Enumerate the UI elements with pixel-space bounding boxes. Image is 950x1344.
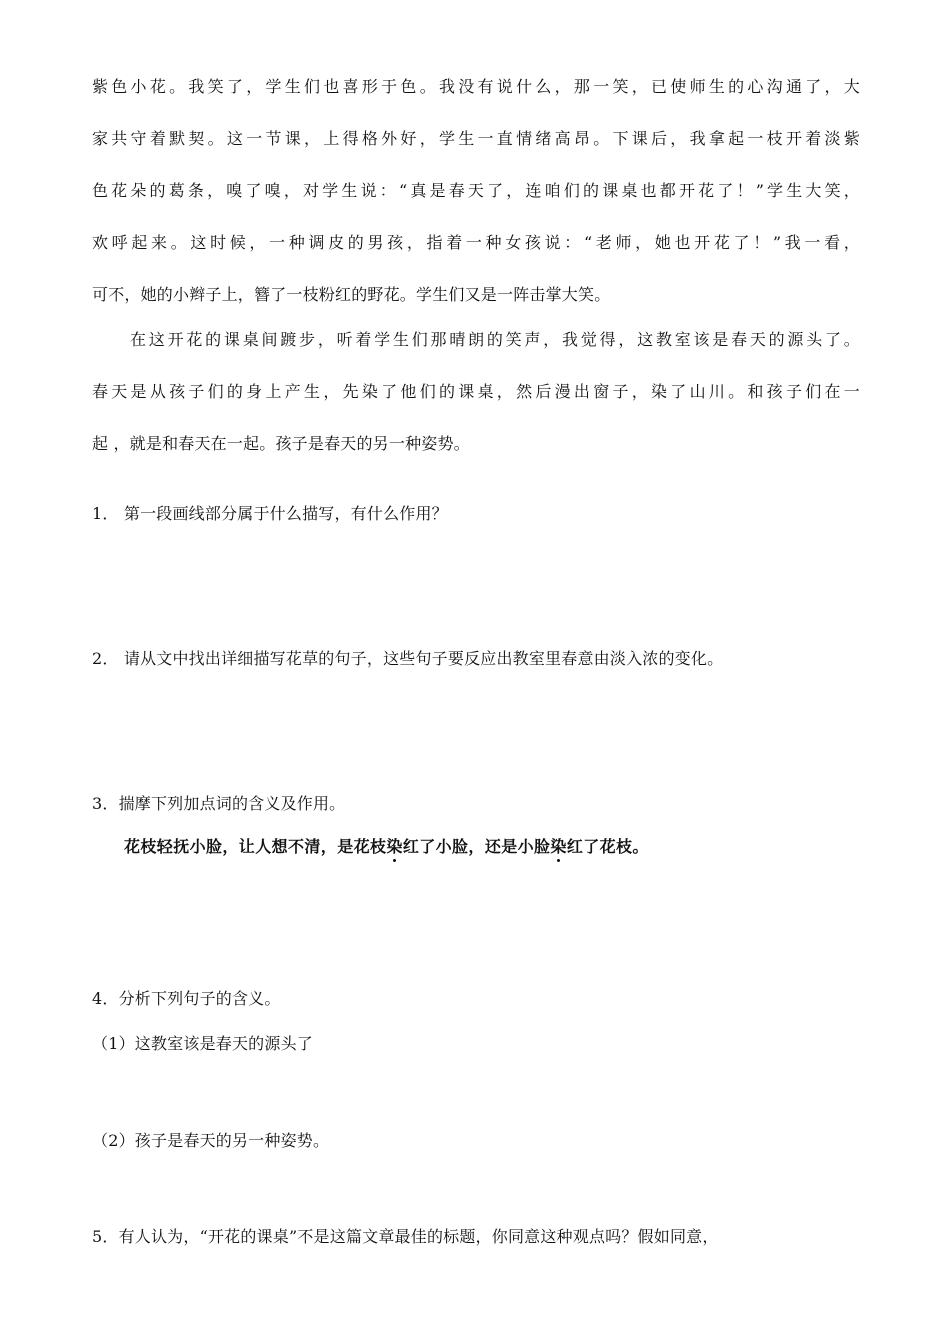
question-4: 4．分析下列句子的含义。	[92, 989, 281, 1008]
question-4-sub-1: （1）这教室该是春天的源头了	[92, 1034, 313, 1053]
passage-line-5: 可不，她的小辫子上，簪了一枝粉红的野花。学生们又是一阵击掌大笑。	[92, 285, 611, 304]
passage-para2-line-1: 在这开花的课桌间踱步，听着学生们那晴朗的笑声，我觉得，这教室该是春天的源头了。	[130, 330, 860, 349]
question-2: 2． 请从文中找出详细描写花草的句子，这些句子要反应出教室里春意由淡入浓的变化。	[92, 649, 724, 668]
q3-sentence-part-c: 红了花枝。	[566, 837, 649, 856]
passage-line-2: 家共守着默契。这一节课，上得格外好，学生一直情绪高昂。下课后，我拿起一枝开着淡紫	[92, 129, 860, 148]
passage-line-1: 紫色小花。我笑了，学生们也喜形于色。我没有说什么，那一笑，已使师生的心沟通了，大	[92, 77, 860, 96]
passage-line-3: 色花朵的葛条，嗅了嗅，对学生说：“真是春天了，连咱们的课桌也都开花了！”学生大笑，	[92, 181, 860, 200]
question-3: 3．揣摩下列加点词的含义及作用。	[92, 794, 346, 813]
passage-para2-line-2: 春天是从孩子们的身上产生，先染了他们的课桌，然后漫出窗子，染了山川。和孩子们在一	[92, 382, 860, 401]
passage-para2-line-3: 起 ，就是和春天在一起。孩子是春天的另一种姿势。	[92, 434, 470, 453]
q3-sentence-part-b: 红了小脸，还是小脸	[402, 837, 551, 856]
q3-dotted-word-2: 染	[550, 837, 567, 856]
question-3-sentence	[124, 836, 649, 858]
question-4-sub-2: （2）孩子是春天的另一种姿势。	[92, 1131, 330, 1150]
question-1: 1． 第一段画线部分属于什么描写，有什么作用？	[92, 504, 448, 523]
q3-sentence-part-a: 花枝轻抚小脸，让人想不清，是花枝	[124, 837, 387, 856]
question-5: 5．有人认为，“开花的课桌”不是这篇文章最佳的标题，你同意这种观点吗？假如同意，	[92, 1227, 719, 1246]
passage-line-4: 欢呼起来。这时候，一种调皮的男孩，指着一种女孩说：“老师，她也开花了！”我一看，	[92, 233, 860, 252]
q3-dotted-word-1: 染	[386, 837, 403, 856]
